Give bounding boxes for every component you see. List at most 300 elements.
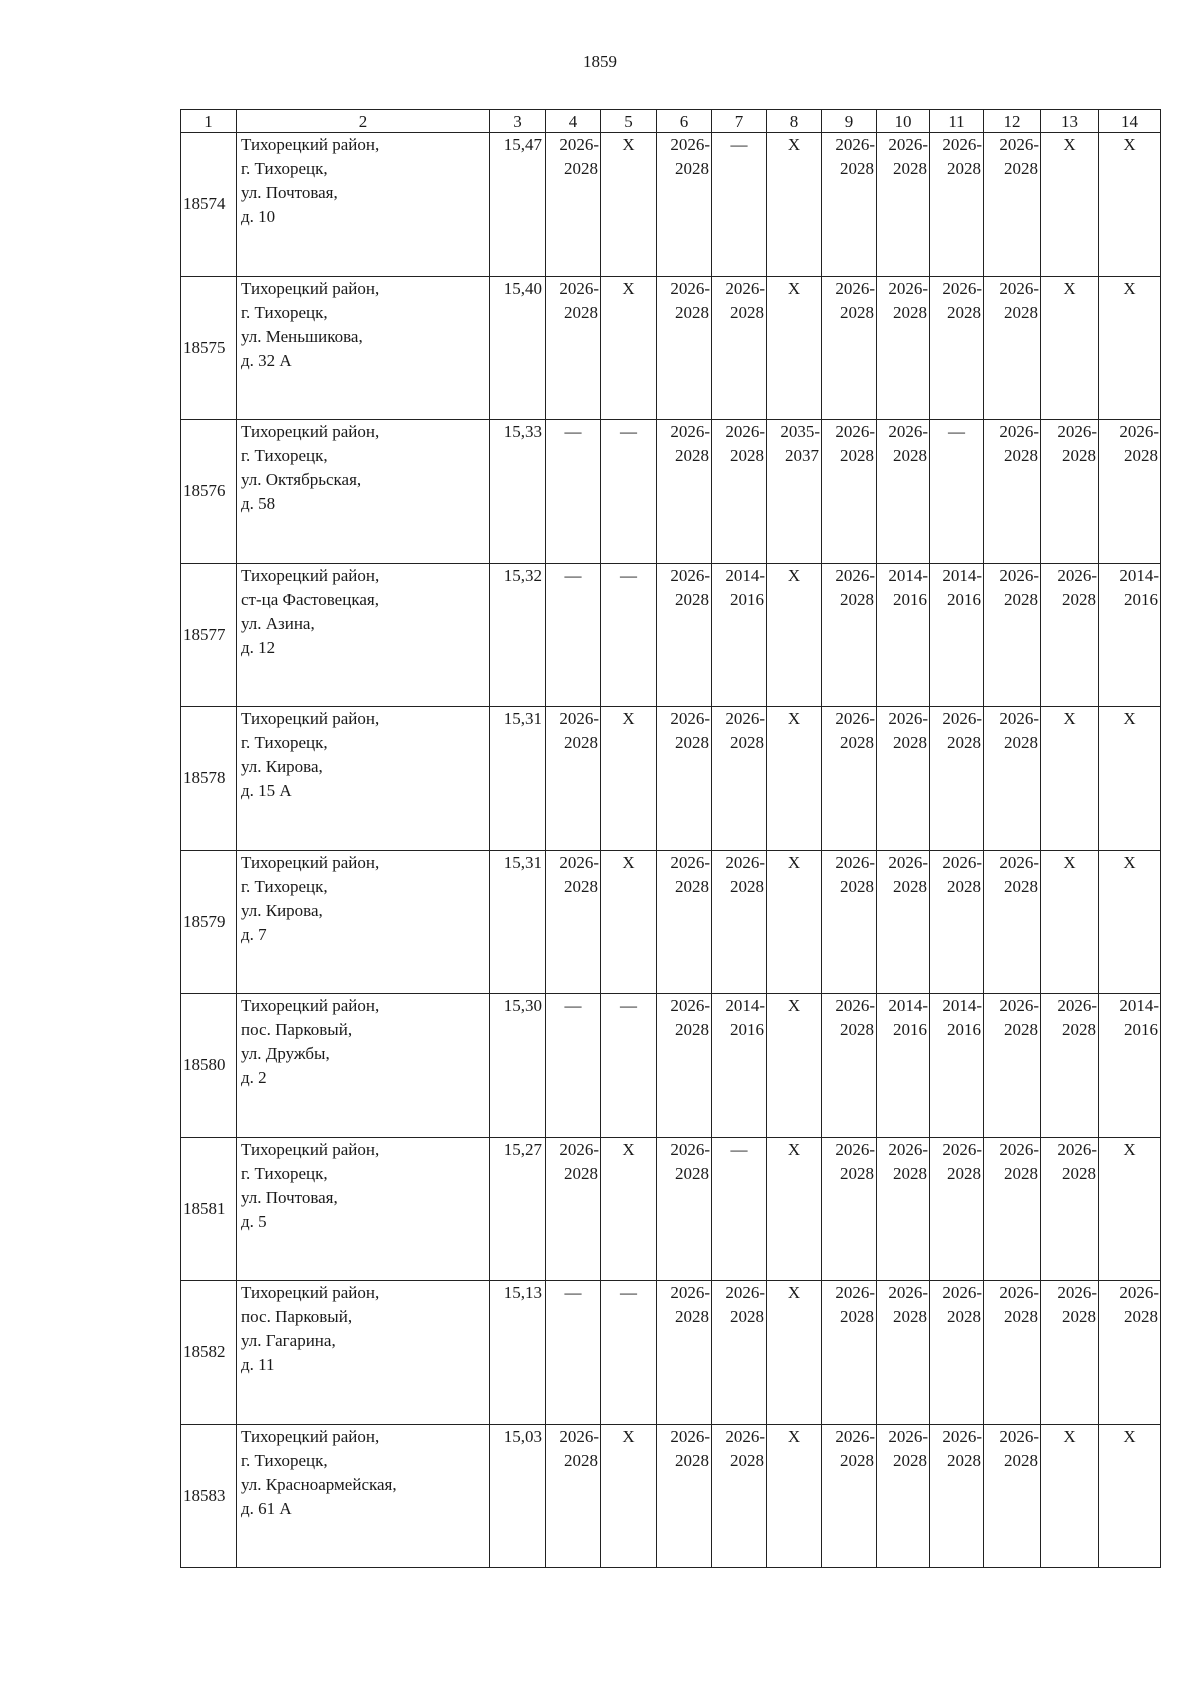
table-row: [181, 707, 1161, 851]
year-end: 2028: [675, 302, 709, 322]
address-line: д. 61 А: [241, 1498, 292, 1518]
year-end: 2028: [1062, 1020, 1096, 1039]
address-line: д. 2: [241, 1068, 267, 1087]
value-cell: [877, 420, 930, 564]
value-cell: [984, 1137, 1041, 1281]
year-end: 2028: [947, 1307, 981, 1326]
year-start: 2026-: [559, 135, 599, 154]
year-start: 2026-: [942, 135, 982, 154]
year-end: 2016: [730, 589, 764, 609]
cell-value: —: [730, 135, 748, 154]
year-start: 2026-: [1057, 1139, 1097, 1159]
value-cell: [822, 994, 877, 1138]
year-end: 2028: [1004, 733, 1038, 752]
address-line: Тихорецкий район,: [241, 1426, 380, 1446]
value-cell: [877, 707, 930, 851]
year-start: 2026-: [835, 1283, 875, 1302]
year-start: 2026-: [835, 422, 875, 441]
year-start: 2026-: [888, 852, 928, 872]
year-start: 2026-: [999, 996, 1039, 1015]
year-end: 2028: [840, 876, 874, 896]
value-cell: [1099, 1424, 1161, 1568]
column-header: 14: [1099, 110, 1161, 133]
year-end: 2037: [785, 446, 819, 465]
value-cell: [877, 1137, 930, 1281]
year-end: 2028: [1004, 1450, 1038, 1470]
year-end: 2028: [675, 1450, 709, 1470]
cell-value: X: [787, 709, 801, 728]
value-cell: [712, 563, 767, 707]
address-line: Тихорецкий район,: [241, 278, 380, 298]
value-cell: [767, 994, 822, 1138]
year-end: 2028: [675, 159, 709, 178]
address-line: ул. Азина,: [241, 613, 315, 633]
value-cell: [712, 994, 767, 1138]
row-number: 18582: [181, 1281, 237, 1425]
year-end: 2028: [675, 1020, 709, 1039]
value-cell: [877, 133, 930, 277]
value-cell: [1041, 707, 1099, 851]
address-line: Тихорецкий район,: [241, 135, 380, 154]
value-cell: [984, 1424, 1041, 1568]
value-cell: [822, 276, 877, 420]
year-end: 2028: [947, 159, 981, 178]
year-start: 2026-: [942, 1283, 982, 1302]
year-start: 2026-: [999, 565, 1039, 585]
value-cell: [1099, 133, 1161, 277]
column-header: 12: [984, 110, 1041, 133]
year-start: 2026-: [835, 565, 875, 585]
row-number: 18581: [181, 1137, 237, 1281]
value-cell: [712, 276, 767, 420]
year-start: 2026-: [1119, 1283, 1159, 1302]
year-end: 2028: [730, 733, 764, 752]
value-cell: [1099, 420, 1161, 564]
column-header: 6: [657, 110, 712, 133]
year-start: 2026-: [999, 1426, 1039, 1446]
year-end: 2016: [1124, 1020, 1158, 1039]
cell-value: —: [620, 422, 637, 441]
table-row: [181, 1137, 1161, 1281]
value-cell: [1041, 850, 1099, 994]
area-cell: 15,13: [490, 1281, 546, 1425]
value-cell: [601, 276, 657, 420]
year-start: 2026-: [942, 1426, 982, 1446]
value-cell: [877, 994, 930, 1138]
address-cell: [237, 1424, 490, 1568]
value-cell: [767, 850, 822, 994]
value-cell: [1041, 1281, 1099, 1425]
year-start: 2026-: [999, 278, 1039, 298]
year-end: 2028: [840, 1450, 874, 1470]
year-start: 2026-: [999, 422, 1039, 441]
value-cell: [546, 994, 601, 1138]
value-cell: [1099, 707, 1161, 851]
address-line: г. Тихорецк,: [241, 159, 328, 178]
cell-value: —: [620, 996, 637, 1015]
value-cell: [1041, 420, 1099, 564]
year-start: 2026-: [1057, 996, 1097, 1015]
year-end: 2028: [893, 876, 927, 896]
value-cell: [930, 276, 984, 420]
value-cell: [877, 563, 930, 707]
year-end: 2028: [840, 589, 874, 609]
value-cell: [822, 707, 877, 851]
year-start: 2026-: [888, 1426, 928, 1446]
value-cell: [546, 420, 601, 564]
column-header: 1: [181, 110, 237, 133]
year-end: 2028: [840, 1020, 874, 1039]
cell-value: —: [620, 565, 637, 585]
year-end: 2028: [893, 1163, 927, 1183]
year-end: 2028: [564, 876, 598, 896]
area-cell: 15,33: [490, 420, 546, 564]
year-start: 2014-: [1119, 565, 1159, 585]
year-start: 2026-: [888, 422, 928, 441]
value-cell: [712, 1137, 767, 1281]
value-cell: [984, 850, 1041, 994]
value-cell: [767, 420, 822, 564]
cell-value: X: [1123, 278, 1136, 298]
value-cell: [601, 1137, 657, 1281]
cell-value: X: [622, 852, 635, 872]
year-end: 2016: [947, 1020, 981, 1039]
year-end: 2028: [893, 446, 927, 465]
year-end: 2028: [947, 1450, 981, 1470]
cell-value: X: [622, 1139, 635, 1159]
value-cell: [657, 563, 712, 707]
value-cell: [930, 563, 984, 707]
value-cell: [984, 133, 1041, 277]
year-end: 2028: [1004, 302, 1038, 322]
year-start: 2026-: [670, 278, 710, 298]
year-start: 2026-: [835, 135, 875, 154]
cell-value: X: [787, 1426, 801, 1446]
value-cell: [984, 707, 1041, 851]
year-end: 2028: [1062, 1307, 1096, 1326]
address-line: ул. Кирова,: [241, 757, 323, 776]
year-start: 2026-: [888, 709, 928, 728]
year-end: 2028: [893, 302, 927, 322]
column-header: 4: [546, 110, 601, 133]
value-cell: [877, 1424, 930, 1568]
year-start: 2026-: [725, 422, 765, 441]
year-start: 2026-: [725, 1283, 765, 1302]
year-end: 2028: [947, 1163, 981, 1183]
value-cell: [601, 420, 657, 564]
address-line: Тихорецкий район,: [241, 852, 380, 872]
value-cell: [1099, 563, 1161, 707]
value-cell: [984, 276, 1041, 420]
cell-value: X: [787, 1283, 801, 1302]
year-start: 2026-: [888, 135, 928, 154]
address-line: ст-ца Фастовецкая,: [241, 589, 379, 609]
address-line: ул. Красноармейская,: [241, 1474, 397, 1494]
value-cell: [767, 276, 822, 420]
year-start: 2026-: [559, 278, 599, 298]
year-start: 2014-: [888, 996, 928, 1015]
cell-value: X: [1063, 852, 1076, 872]
year-start: 2026-: [999, 709, 1039, 728]
cell-value: —: [564, 996, 582, 1015]
year-start: 2026-: [1119, 422, 1159, 441]
cell-value: —: [620, 1283, 637, 1302]
year-end: 2028: [1004, 1163, 1038, 1183]
year-start: 2026-: [670, 852, 710, 872]
year-end: 2028: [1004, 1020, 1038, 1039]
cell-value: X: [1123, 1426, 1136, 1446]
year-start: 2026-: [888, 278, 928, 298]
year-end: 2028: [840, 1163, 874, 1183]
year-start: 2026-: [670, 565, 710, 585]
cell-value: X: [622, 278, 635, 298]
value-cell: [601, 1424, 657, 1568]
year-start: 2026-: [725, 852, 765, 872]
year-end: 2028: [1062, 446, 1096, 465]
value-cell: [822, 1281, 877, 1425]
year-end: 2028: [675, 876, 709, 896]
year-end: 2028: [675, 733, 709, 752]
area-cell: 15,47: [490, 133, 546, 277]
year-start: 2026-: [999, 135, 1039, 154]
year-end: 2016: [893, 1020, 927, 1039]
value-cell: [877, 1281, 930, 1425]
address-line: д. 7: [241, 924, 267, 944]
value-cell: [822, 1424, 877, 1568]
value-cell: [712, 1281, 767, 1425]
column-header: 3: [490, 110, 546, 133]
cell-value: —: [730, 1139, 748, 1159]
register-table: [180, 109, 1161, 1568]
value-cell: [930, 1137, 984, 1281]
value-cell: [767, 1281, 822, 1425]
year-end: 2028: [947, 733, 981, 752]
year-start: 2026-: [835, 278, 875, 298]
cell-value: X: [787, 1139, 801, 1159]
year-start: 2026-: [888, 1283, 928, 1302]
year-end: 2028: [1062, 589, 1096, 609]
table-row: [181, 850, 1161, 994]
cell-value: X: [1063, 709, 1076, 728]
page-number: 1859: [583, 52, 617, 71]
row-number: 18580: [181, 994, 237, 1138]
value-cell: [712, 707, 767, 851]
year-end: 2028: [947, 876, 981, 896]
value-cell: [1041, 563, 1099, 707]
header-row: [181, 110, 1161, 133]
value-cell: [767, 707, 822, 851]
column-header: 8: [767, 110, 822, 133]
year-start: 2026-: [835, 996, 875, 1015]
value-cell: [767, 1137, 822, 1281]
year-start: 2026-: [670, 996, 710, 1015]
year-start: 2026-: [725, 278, 765, 298]
value-cell: [657, 1424, 712, 1568]
address-cell: [237, 994, 490, 1138]
address-line: ул. Гагарина,: [241, 1331, 336, 1350]
cell-value: X: [1123, 852, 1136, 872]
year-end: 2028: [564, 1450, 598, 1470]
cell-value: X: [1063, 1426, 1076, 1446]
cell-value: X: [787, 565, 801, 585]
year-start: 2026-: [670, 1426, 710, 1446]
address-cell: [237, 276, 490, 420]
address-line: пос. Парковый,: [241, 1307, 353, 1326]
column-header: 11: [930, 110, 984, 133]
address-cell: [237, 563, 490, 707]
address-line: д. 58: [241, 494, 276, 513]
year-start: 2026-: [942, 278, 982, 298]
column-header: 5: [601, 110, 657, 133]
cell-value: —: [564, 565, 582, 585]
table-body: [181, 133, 1161, 1568]
year-end: 2028: [893, 1307, 927, 1326]
year-end: 2016: [730, 1020, 764, 1039]
value-cell: [984, 994, 1041, 1138]
address-line: ул. Кирова,: [241, 900, 323, 920]
column-header: 9: [822, 110, 877, 133]
year-end: 2028: [730, 1307, 764, 1326]
area-cell: 15,31: [490, 707, 546, 851]
value-cell: [601, 133, 657, 277]
area-cell: 15,40: [490, 276, 546, 420]
row-number: 18579: [181, 850, 237, 994]
value-cell: [657, 1137, 712, 1281]
address-line: д. 11: [241, 1355, 275, 1374]
year-start: 2026-: [942, 709, 982, 728]
year-end: 2028: [730, 302, 764, 322]
value-cell: [822, 1137, 877, 1281]
value-cell: [712, 420, 767, 564]
area-cell: 15,03: [490, 1424, 546, 1568]
cell-value: X: [1063, 135, 1076, 154]
value-cell: [601, 563, 657, 707]
year-start: 2026-: [559, 709, 599, 728]
value-cell: [930, 707, 984, 851]
address-line: Тихорецкий район,: [241, 996, 380, 1015]
year-end: 2016: [1124, 589, 1158, 609]
address-line: д. 10: [241, 207, 276, 226]
cell-value: —: [564, 1283, 582, 1302]
year-start: 2014-: [942, 565, 982, 585]
value-cell: [657, 133, 712, 277]
value-cell: [822, 420, 877, 564]
year-start: 2026-: [725, 1426, 765, 1446]
table-header: [181, 110, 1161, 133]
year-end: 2028: [1124, 1307, 1158, 1326]
year-start: 2026-: [942, 1139, 982, 1159]
address-line: г. Тихорецк,: [241, 733, 328, 752]
value-cell: [657, 276, 712, 420]
value-cell: [1099, 850, 1161, 994]
value-cell: [601, 707, 657, 851]
address-cell: [237, 850, 490, 994]
value-cell: [822, 850, 877, 994]
value-cell: [712, 1424, 767, 1568]
address-cell: [237, 420, 490, 564]
year-end: 2028: [893, 733, 927, 752]
address-line: ул. Почтовая,: [241, 183, 338, 202]
address-line: пос. Парковый,: [241, 1020, 353, 1039]
year-start: 2035-: [780, 422, 820, 441]
year-end: 2016: [893, 589, 927, 609]
year-start: 2014-: [725, 565, 765, 585]
address-line: г. Тихорецк,: [241, 876, 328, 896]
year-end: 2028: [564, 1163, 598, 1183]
year-end: 2016: [947, 589, 981, 609]
column-header: 7: [712, 110, 767, 133]
value-cell: [877, 850, 930, 994]
area-cell: 15,31: [490, 850, 546, 994]
column-header: 2: [237, 110, 490, 133]
year-end: 2028: [893, 159, 927, 178]
value-cell: [822, 133, 877, 277]
address-line: Тихорецкий район,: [241, 1139, 380, 1159]
value-cell: [546, 1424, 601, 1568]
year-start: 2026-: [670, 1283, 710, 1302]
cell-value: X: [1123, 709, 1136, 728]
value-cell: [546, 1137, 601, 1281]
value-cell: [601, 994, 657, 1138]
value-cell: [657, 707, 712, 851]
value-cell: [930, 850, 984, 994]
address-line: Тихорецкий район,: [241, 565, 380, 585]
year-end: 2028: [675, 1163, 709, 1183]
address-line: ул. Дружбы,: [241, 1044, 330, 1063]
value-cell: [712, 133, 767, 277]
value-cell: [657, 420, 712, 564]
address-line: д. 12: [241, 637, 276, 657]
value-cell: [984, 563, 1041, 707]
year-end: 2028: [1004, 1307, 1038, 1326]
address-cell: [237, 133, 490, 277]
cell-value: —: [948, 422, 965, 441]
table-row: [181, 563, 1161, 707]
value-cell: [930, 1281, 984, 1425]
address-cell: [237, 707, 490, 851]
year-start: 2026-: [725, 709, 765, 728]
cell-value: X: [787, 852, 801, 872]
year-start: 2026-: [888, 1139, 928, 1159]
year-start: 2014-: [1119, 996, 1159, 1015]
year-end: 2028: [564, 159, 598, 178]
value-cell: [984, 420, 1041, 564]
cell-value: X: [622, 135, 635, 154]
year-end: 2028: [840, 446, 874, 465]
year-end: 2028: [564, 733, 598, 752]
year-end: 2028: [947, 302, 981, 322]
address-line: Тихорецкий район,: [241, 1283, 380, 1302]
year-end: 2028: [730, 446, 764, 465]
table-row: [181, 994, 1161, 1138]
year-start: 2026-: [1057, 422, 1097, 441]
value-cell: [1099, 994, 1161, 1138]
year-start: 2026-: [835, 1139, 875, 1159]
row-number: 18578: [181, 707, 237, 851]
year-end: 2028: [730, 876, 764, 896]
value-cell: [546, 1281, 601, 1425]
value-cell: [1041, 1424, 1099, 1568]
row-number: 18575: [181, 276, 237, 420]
year-end: 2028: [840, 302, 874, 322]
address-line: г. Тихорецк,: [241, 302, 328, 322]
address-cell: [237, 1281, 490, 1425]
year-start: 2026-: [999, 1283, 1039, 1302]
cell-value: X: [787, 135, 801, 154]
value-cell: [767, 563, 822, 707]
year-start: 2026-: [1057, 1283, 1097, 1302]
row-number: 18576: [181, 420, 237, 564]
